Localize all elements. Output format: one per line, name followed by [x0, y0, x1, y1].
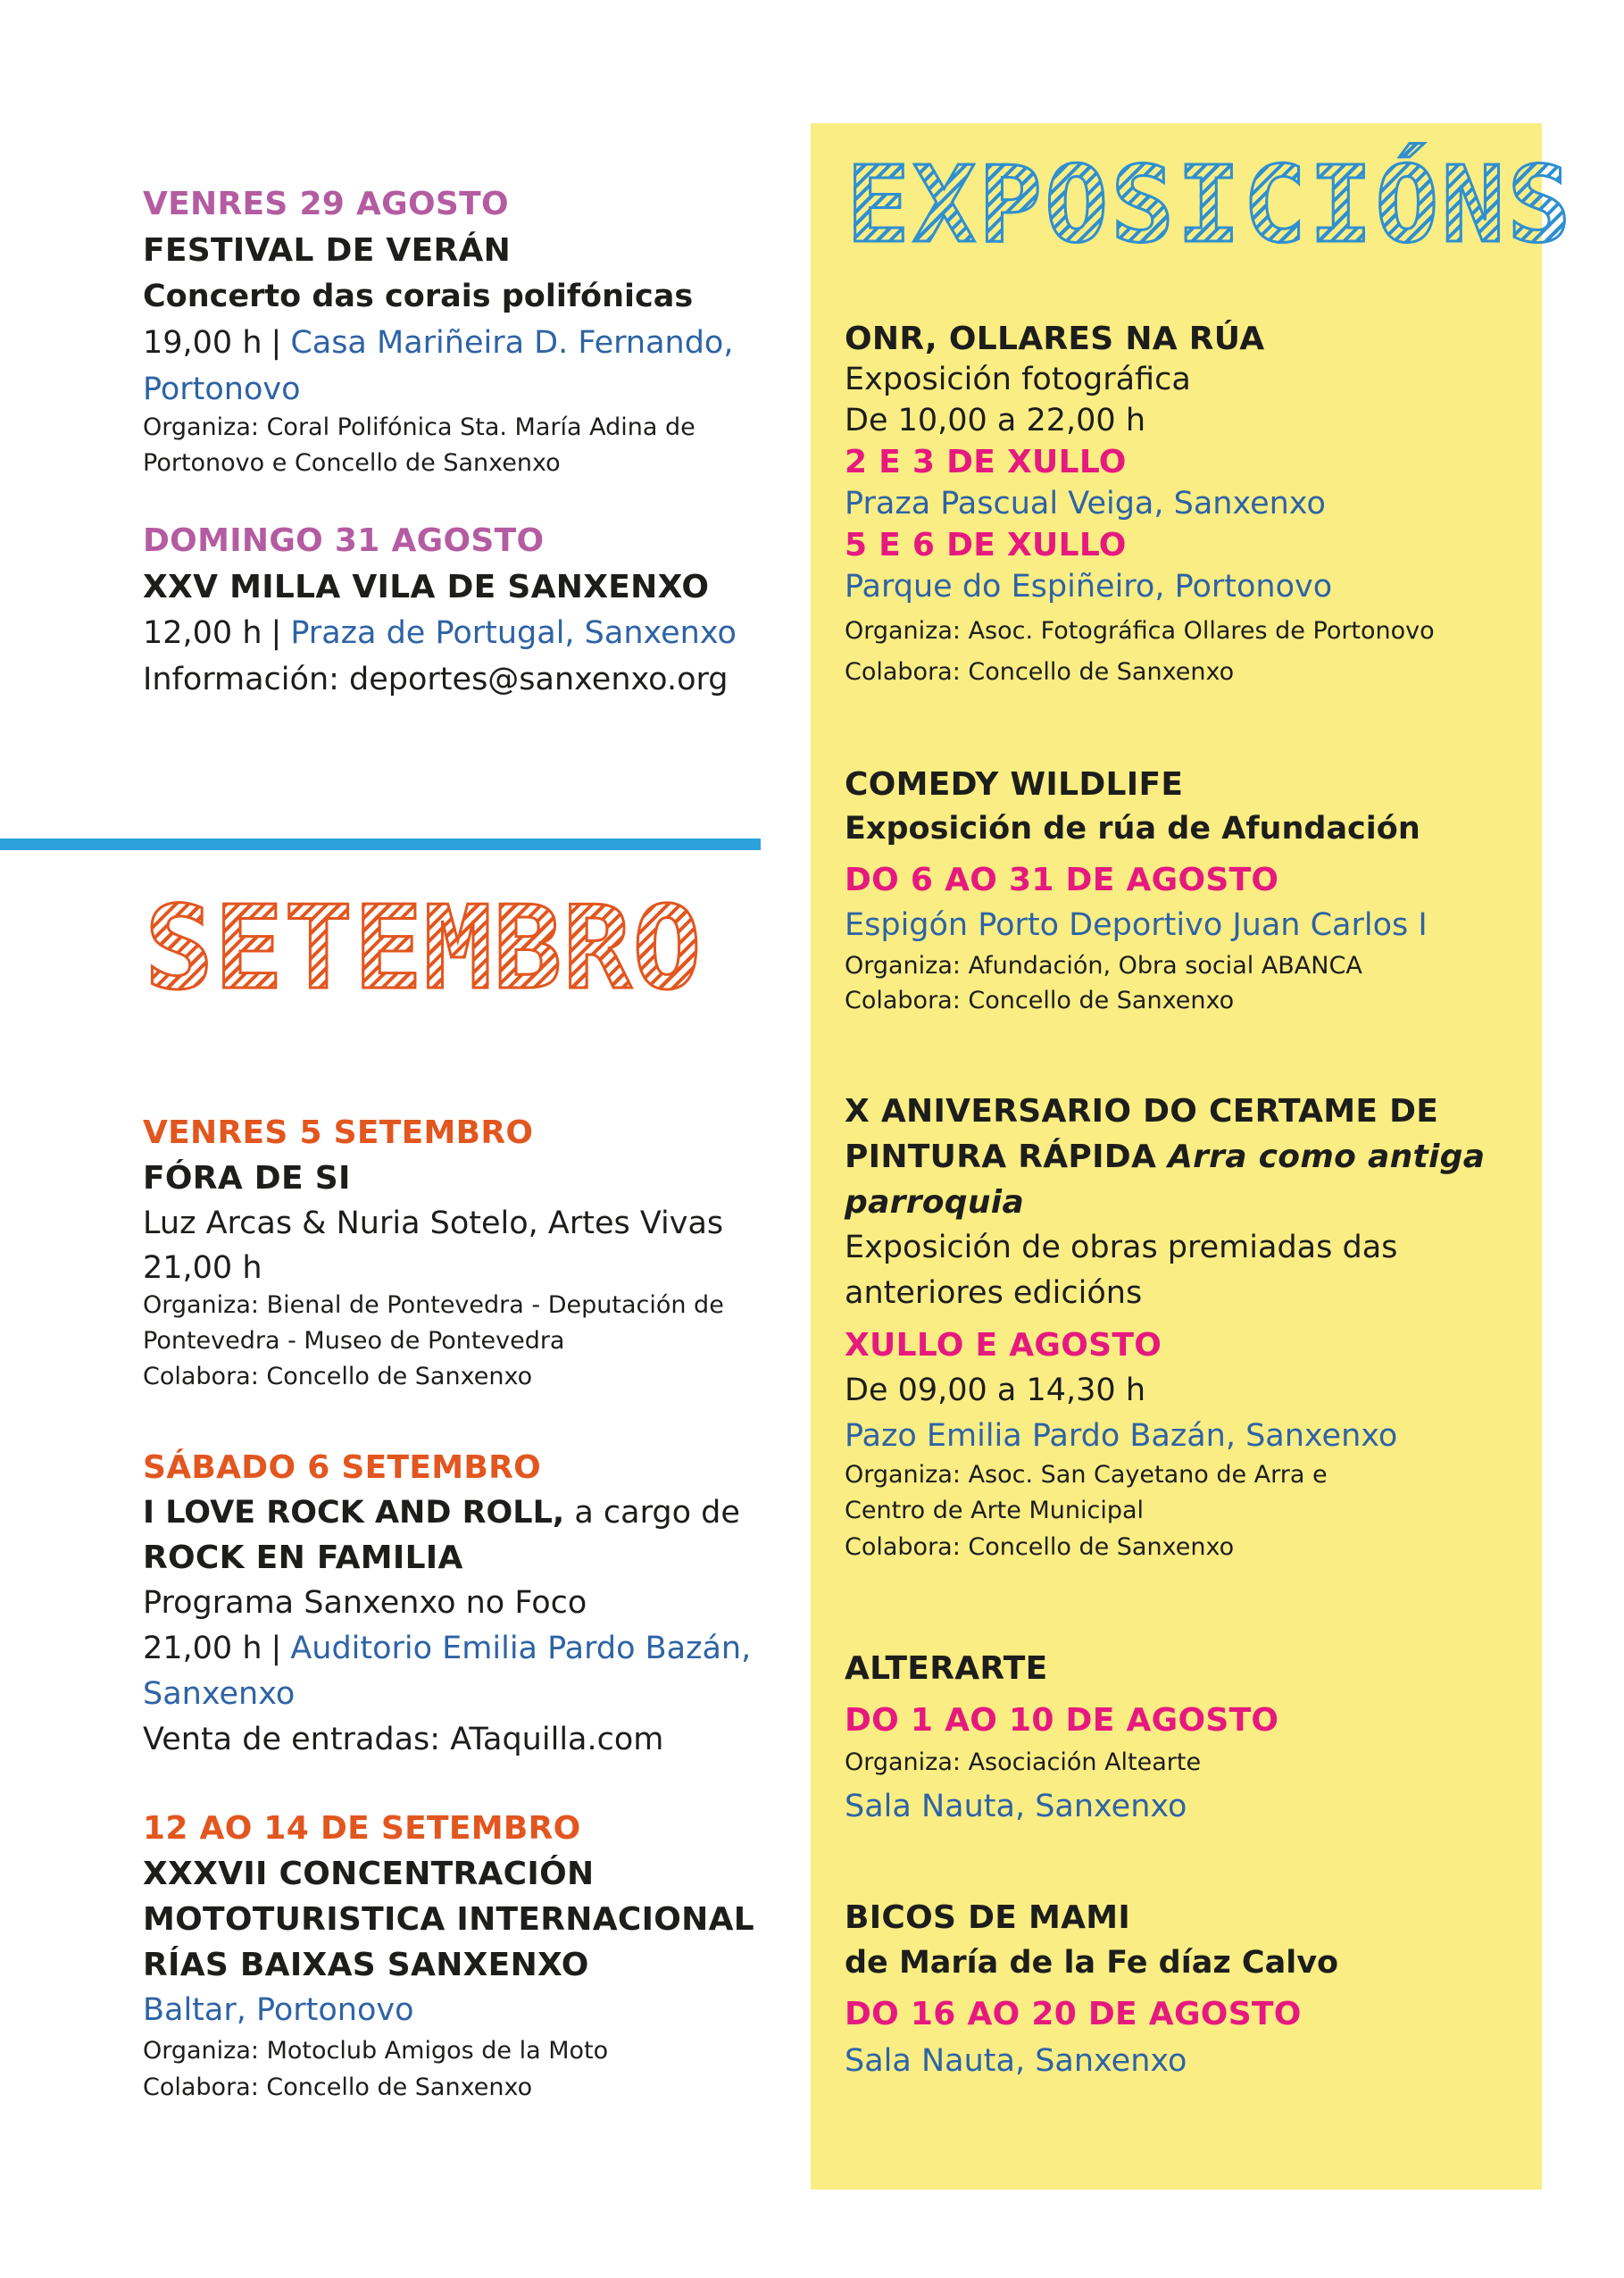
event-organizer: Organiza: Motoclub Amigos de la Moto — [143, 2037, 609, 2065]
exhibition-title: BICOS DE MAMI — [845, 1899, 1131, 1936]
event-date: SÁBADO 6 SETEMBRO — [143, 1449, 542, 1486]
event-time: 21,00 h — [143, 1631, 262, 1666]
exposicions-section-title: EXPOSICIÓNS — [846, 143, 1574, 266]
exhibition-date: DO 1 AO 10 DE AGOSTO — [845, 1702, 1279, 1739]
exhibition-date: 5 E 6 DE XULLO — [845, 527, 1127, 563]
event-organizer-cont: Portonovo e Concello de Sanxenxo — [143, 449, 561, 477]
event-title: XXXVII CONCENTRACIÓN — [143, 1856, 595, 1892]
exhibition-title-cont — [845, 1139, 1485, 1175]
exhibition-organizer: Organiza: Afundación, Obra social ABANCA — [845, 952, 1362, 980]
exhibition-date: DO 16 AO 20 DE AGOSTO — [845, 1996, 1302, 2032]
event-venue: Praza de Portugal, Sanxenxo — [290, 615, 737, 651]
exhibition-description: Exposición de obras premiadas das — [845, 1230, 1398, 1265]
exhibition-title: COMEDY WILDLIFE — [845, 766, 1184, 803]
event-venue: Baltar, Portonovo — [143, 1992, 414, 2028]
event-performers: Luz Arcas & Nuria Sotelo, Artes Vivas — [143, 1206, 724, 1241]
event-title: XXV MILLA VILA DE SANXENXO — [143, 569, 710, 605]
exhibition-title: ONR, OLLARES NA RÚA — [845, 321, 1265, 357]
exhibition-date: XULLO E AGOSTO — [845, 1327, 1162, 1364]
event-date: 12 AO 14 DE SETEMBRO — [143, 1810, 581, 1847]
event-time: 19,00 h — [143, 325, 262, 361]
event-date: VENRES 5 SETEMBRO — [143, 1114, 534, 1151]
event-venue-cont: Portonovo — [143, 371, 301, 407]
event-tickets: Venta de entradas: ATaquilla.com — [143, 1722, 664, 1757]
event-date: DOMINGO 31 AGOSTO — [143, 522, 545, 559]
separator: | — [271, 615, 282, 651]
exhibition-subtitle: Exposición de rúa de Afundación — [845, 811, 1420, 847]
separator: | — [271, 325, 282, 361]
event-time-venue — [143, 1631, 751, 1666]
separator: | — [271, 1631, 282, 1666]
exhibition-title-italic: Arra como antiga — [1167, 1139, 1486, 1175]
exhibition-colabora: Colabora: Concello de Sanxenxo — [845, 987, 1235, 1014]
exhibition-organizer: Organiza: Asoc. Fotográfica Ollares de Portonovo — [845, 617, 1435, 645]
exhibition-venue: Espigón Porto Deportivo Juan Carlos I — [845, 907, 1428, 943]
event-colabora: Colabora: Concello de Sanxenxo — [143, 2074, 533, 2101]
exhibition-title-bold: PINTURA RÁPIDA — [845, 1139, 1157, 1175]
event-colabora: Colabora: Concello de Sanxenxo — [143, 1363, 533, 1390]
event-title-cont: MOTOTURISTICA INTERNACIONAL — [143, 1901, 755, 1938]
exhibition-venue: Sala Nauta, Sanxenxo — [845, 1789, 1187, 1824]
exhibition-subtitle: de María de la Fe díaz Calvo — [845, 1945, 1339, 1981]
exhibition-venue: Parque do Espiñeiro, Portonovo — [845, 569, 1333, 605]
exhibition-description-cont: anteriores edicións — [845, 1275, 1143, 1311]
event-title — [143, 1495, 740, 1531]
setembro-section-title: SETEMBRO — [145, 882, 703, 1015]
event-organizer: Organiza: Bienal de Pontevedra - Deputación de — [143, 1291, 724, 1319]
exhibition-colabora: Colabora: Concello de Sanxenxo — [845, 658, 1235, 686]
event-programa: Programa Sanxenxo no Foco — [143, 1585, 587, 1621]
exhibition-venue: Praza Pascual Veiga, Sanxenxo — [845, 486, 1326, 522]
event-title-cont: RÍAS BAIXAS SANXENXO — [143, 1947, 589, 1983]
event-venue: Casa Mariñeira D. Fernando, — [290, 325, 734, 361]
section-divider — [0, 839, 761, 850]
exhibition-type: Exposición fotográfica — [845, 362, 1191, 397]
exhibition-hours: De 10,00 a 22,00 h — [845, 403, 1146, 438]
exhibition-title-italic-cont: parroquia — [845, 1184, 1025, 1221]
event-organizer: Organiza: Coral Polifónica Sta. María Adina de — [143, 413, 695, 441]
event-date: VENRES 29 AGOSTO — [143, 186, 509, 222]
event-venue-cont: Sanxenxo — [143, 1676, 296, 1712]
event-title: FÓRA DE SI — [143, 1160, 351, 1197]
event-title: FESTIVAL DE VERÁN — [143, 232, 512, 269]
event-title-cont: ROCK EN FAMILIA — [143, 1540, 463, 1576]
exhibition-date: DO 6 AO 31 DE AGOSTO — [845, 862, 1279, 898]
exhibition-title: X ANIVERSARIO DO CERTAME DE — [845, 1093, 1439, 1130]
exhibition-title: ALTERARTE — [845, 1650, 1048, 1687]
event-time-venue — [143, 325, 733, 361]
exhibition-organizer: Organiza: Asoc. San Cayetano de Arra e — [845, 1461, 1328, 1489]
event-time: 21,00 h — [143, 1250, 262, 1286]
event-time: 12,00 h — [143, 615, 262, 651]
event-venue: Auditorio Emilia Pardo Bazán, — [290, 1631, 752, 1666]
exhibition-venue: Pazo Emilia Pardo Bazán, Sanxenxo — [845, 1418, 1398, 1454]
event-title-bold: I LOVE ROCK AND ROLL, — [143, 1495, 565, 1531]
exhibition-colabora: Colabora: Concello de Sanxenxo — [845, 1533, 1235, 1561]
event-subtitle: Concerto das corais polifónicas — [143, 279, 694, 314]
event-organizer-cont: Pontevedra - Museo de Pontevedra — [143, 1327, 565, 1355]
event-title-regular: a cargo de — [564, 1495, 740, 1531]
event-time-venue — [143, 615, 737, 651]
exhibition-organizer: Organiza: Asociación Altearte — [845, 1748, 1202, 1776]
exhibition-organizer-cont: Centro de Arte Municipal — [845, 1497, 1145, 1524]
exhibition-date: 2 E 3 DE XULLO — [845, 444, 1127, 480]
exhibition-hours: De 09,00 a 14,30 h — [845, 1373, 1146, 1408]
event-info-email: Información: deportes@sanxenxo.org — [143, 662, 729, 697]
exhibition-venue: Sala Nauta, Sanxenxo — [845, 2043, 1187, 2079]
